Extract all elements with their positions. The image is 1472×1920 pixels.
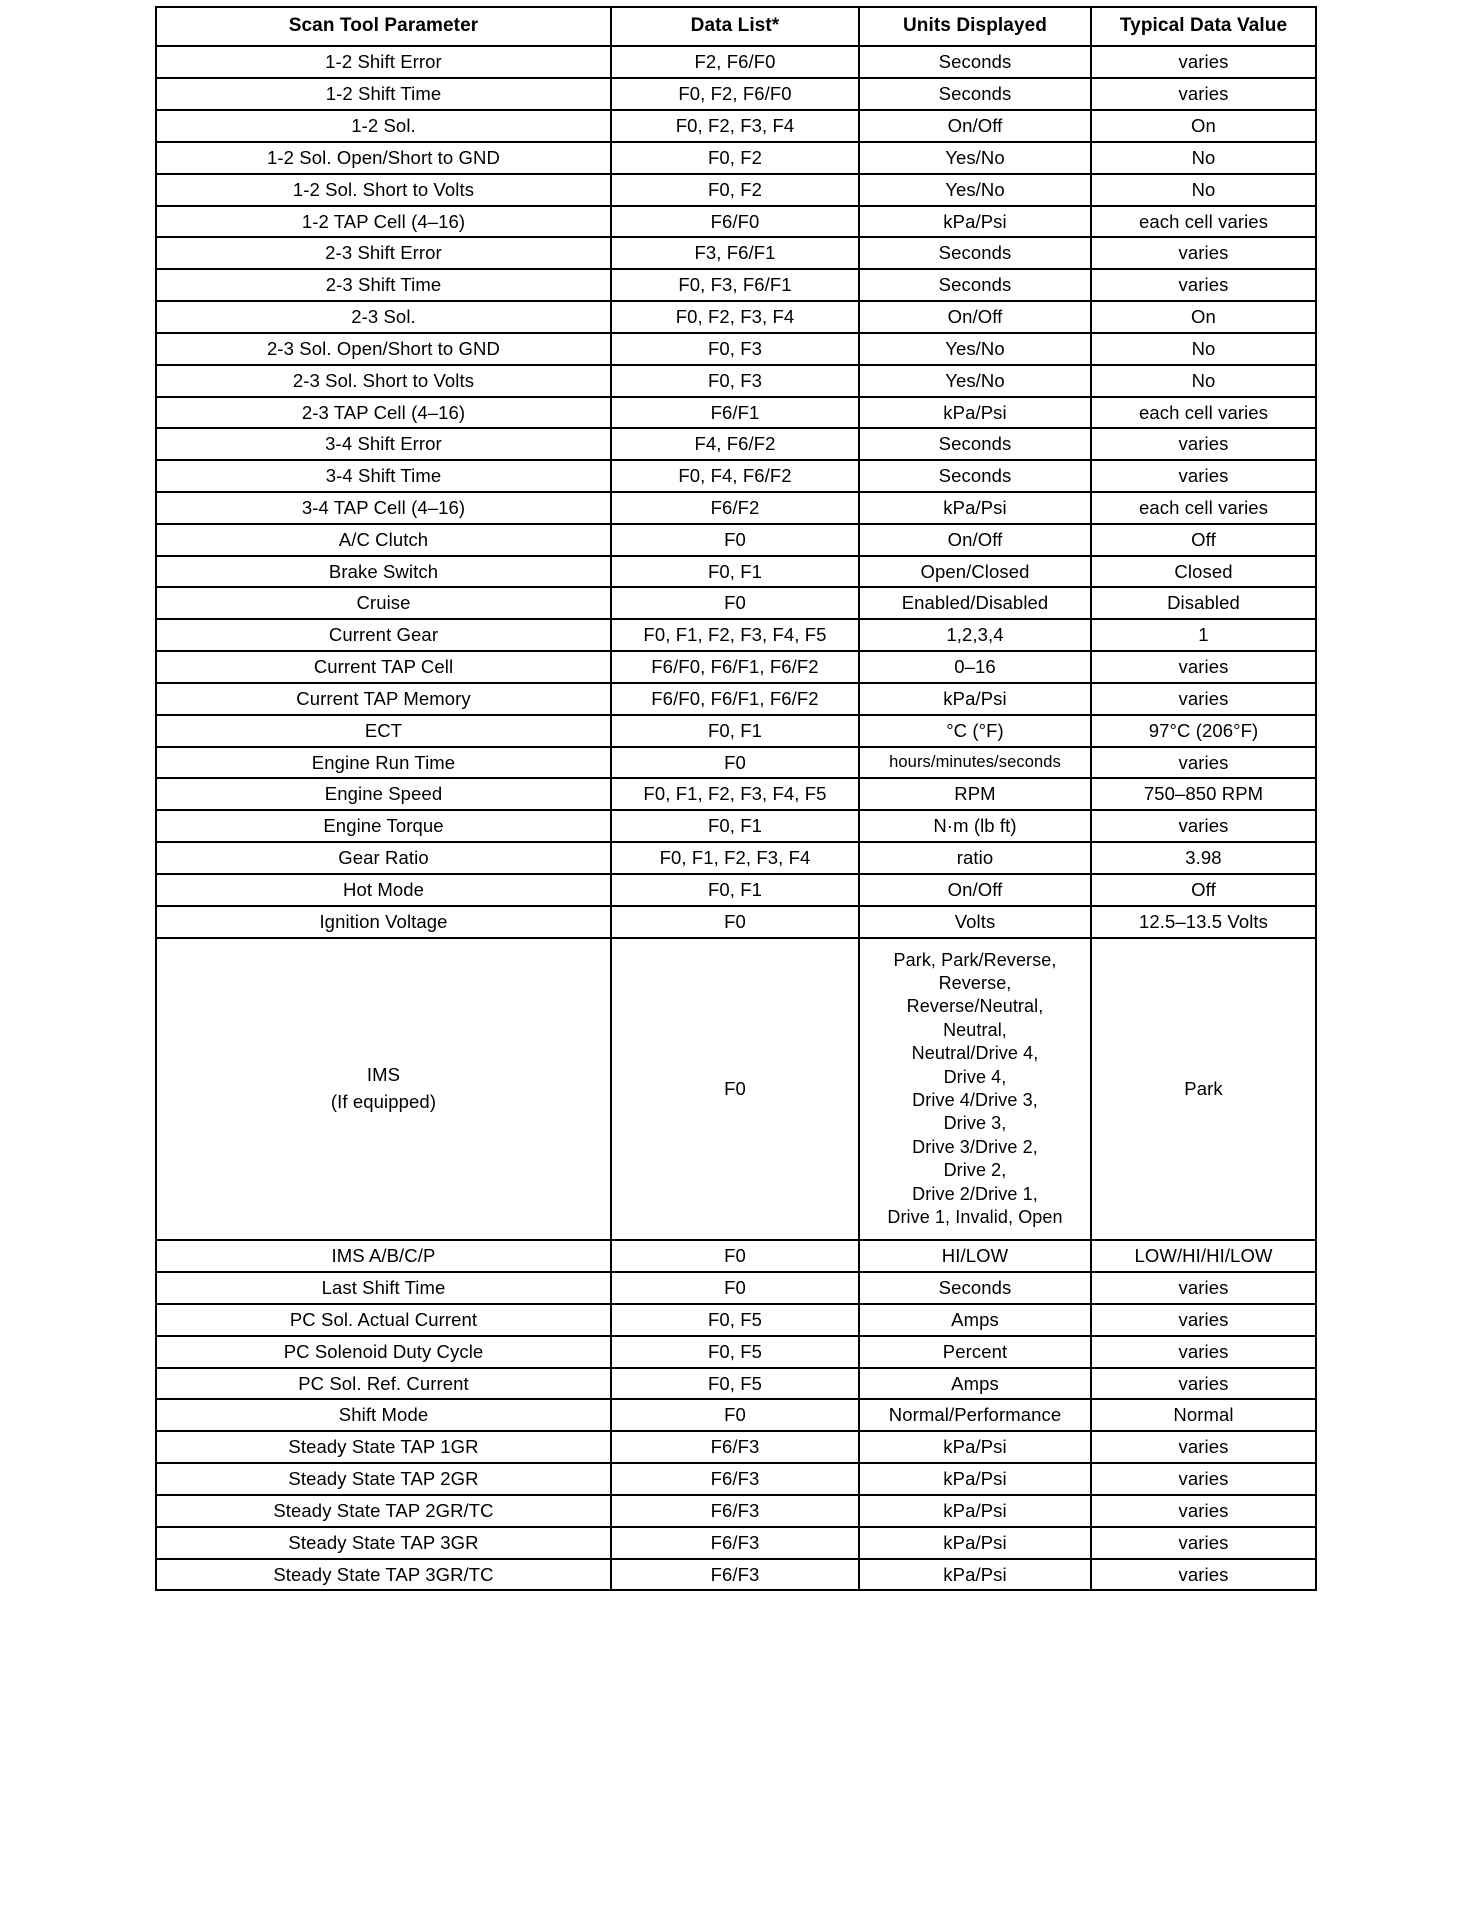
cell-scan-tool-parameter: PC Sol. Ref. Current xyxy=(156,1368,611,1400)
cell-data-list: F0, F1 xyxy=(611,874,859,906)
cell-units-displayed: Yes/No xyxy=(859,174,1091,206)
cell-typical-data-value: each cell varies xyxy=(1091,206,1316,238)
cell-data-list: F0 xyxy=(611,587,859,619)
cell-units-displayed: On/Off xyxy=(859,301,1091,333)
cell-typical-data-value: varies xyxy=(1091,651,1316,683)
cell-scan-tool-parameter: Hot Mode xyxy=(156,874,611,906)
cell-typical-data-value: varies xyxy=(1091,1495,1316,1527)
table-row xyxy=(156,46,1316,78)
cell-scan-tool-parameter: Steady State TAP 3GR/TC xyxy=(156,1559,611,1591)
table-row xyxy=(156,1304,1316,1336)
cell-typical-data-value: each cell varies xyxy=(1091,397,1316,429)
cell-units-displayed: Percent xyxy=(859,1336,1091,1368)
units-line: Drive 2/Drive 1, xyxy=(912,1183,1038,1204)
cell-typical-data-value: varies xyxy=(1091,747,1316,779)
cell-typical-data-value: No xyxy=(1091,333,1316,365)
table-row xyxy=(156,365,1316,397)
cell-data-list: F2, F6/F0 xyxy=(611,46,859,78)
cell-scan-tool-parameter: Engine Run Time xyxy=(156,747,611,779)
table-row xyxy=(156,1495,1316,1527)
cell-data-list: F0, F5 xyxy=(611,1304,859,1336)
cell-scan-tool-parameter: Current TAP Memory xyxy=(156,683,611,715)
units-line: Neutral/Drive 4, xyxy=(911,1043,1039,1064)
cell-data-list: F0, F1 xyxy=(611,715,859,747)
cell-scan-tool-parameter: 2-3 Sol. xyxy=(156,301,611,333)
cell-scan-tool-parameter: Engine Speed xyxy=(156,778,611,810)
parameter-name: IMS xyxy=(366,1064,401,1086)
scan-tool-parameter-table xyxy=(155,6,1317,1591)
cell-units-displayed: kPa/Psi xyxy=(859,397,1091,429)
cell-units-displayed: Yes/No xyxy=(859,333,1091,365)
cell-data-list: F6/F3 xyxy=(611,1559,859,1591)
table-row xyxy=(156,1336,1316,1368)
cell-typical-data-value: On xyxy=(1091,110,1316,142)
table-row xyxy=(156,460,1316,492)
cell-units-displayed: Amps xyxy=(859,1368,1091,1400)
table-body xyxy=(156,46,1316,1590)
cell-units-displayed: 0–16 xyxy=(859,651,1091,683)
cell-typical-data-value: On xyxy=(1091,301,1316,333)
cell-data-list: F0, F2 xyxy=(611,174,859,206)
cell-scan-tool-parameter: Engine Torque xyxy=(156,810,611,842)
cell-data-list: F0, F3 xyxy=(611,333,859,365)
table-row xyxy=(156,810,1316,842)
cell-scan-tool-parameter: 1-2 Sol. Short to Volts xyxy=(156,174,611,206)
cell-units-displayed: On/Off xyxy=(859,524,1091,556)
units-line: Reverse/Neutral, xyxy=(906,996,1044,1017)
cell-data-list: F0, F3 xyxy=(611,365,859,397)
table-row xyxy=(156,174,1316,206)
cell-data-list: F6/F3 xyxy=(611,1495,859,1527)
cell-data-list: F0, F1 xyxy=(611,556,859,588)
cell-data-list: F0, F4, F6/F2 xyxy=(611,460,859,492)
table-row xyxy=(156,301,1316,333)
cell-scan-tool-parameter: Last Shift Time xyxy=(156,1272,611,1304)
cell-typical-data-value: varies xyxy=(1091,269,1316,301)
table-row xyxy=(156,1399,1316,1431)
cell-units-displayed: Seconds xyxy=(859,78,1091,110)
cell-scan-tool-parameter: A/C Clutch xyxy=(156,524,611,556)
cell-units-displayed: Enabled/Disabled xyxy=(859,587,1091,619)
cell-units-displayed: kPa/Psi xyxy=(859,206,1091,238)
cell-units-displayed: Seconds xyxy=(859,1272,1091,1304)
table-row xyxy=(156,1463,1316,1495)
cell-typical-data-value: 3.98 xyxy=(1091,842,1316,874)
cell-data-list: F6/F0 xyxy=(611,206,859,238)
cell-units-displayed: Seconds xyxy=(859,269,1091,301)
table-row xyxy=(156,142,1316,174)
table-row xyxy=(156,778,1316,810)
cell-scan-tool-parameter: Current Gear xyxy=(156,619,611,651)
cell-units-displayed: °C (°F) xyxy=(859,715,1091,747)
cell-typical-data-value: Normal xyxy=(1091,1399,1316,1431)
cell-typical-data-value: varies xyxy=(1091,810,1316,842)
table-row xyxy=(156,78,1316,110)
cell-typical-data-value: varies xyxy=(1091,237,1316,269)
cell-units-displayed: kPa/Psi xyxy=(859,1559,1091,1591)
cell-units-displayed: kPa/Psi xyxy=(859,683,1091,715)
cell-units-displayed: kPa/Psi xyxy=(859,1431,1091,1463)
table-row xyxy=(156,842,1316,874)
cell-typical-data-value: No xyxy=(1091,365,1316,397)
cell-data-list: F6/F1 xyxy=(611,397,859,429)
cell-data-list: F6/F3 xyxy=(611,1431,859,1463)
cell-data-list: F0 xyxy=(611,1399,859,1431)
table-row xyxy=(156,651,1316,683)
table-row xyxy=(156,206,1316,238)
cell-typical-data-value: varies xyxy=(1091,78,1316,110)
table-row xyxy=(156,1368,1316,1400)
cell-scan-tool-parameter: 3-4 TAP Cell (4–16) xyxy=(156,492,611,524)
cell-scan-tool-parameter: 1-2 Shift Time xyxy=(156,78,611,110)
cell-data-list: F0, F3, F6/F1 xyxy=(611,269,859,301)
cell-units-displayed: kPa/Psi xyxy=(859,492,1091,524)
cell-units-displayed: kPa/Psi xyxy=(859,1527,1091,1559)
table-row xyxy=(156,333,1316,365)
table-row xyxy=(156,1559,1316,1591)
cell-data-list: F0 xyxy=(611,524,859,556)
cell-scan-tool-parameter: PC Solenoid Duty Cycle xyxy=(156,1336,611,1368)
cell-units-displayed: N·m (lb ft) xyxy=(859,810,1091,842)
cell-data-list: F3, F6/F1 xyxy=(611,237,859,269)
cell-scan-tool-parameter: 1-2 Shift Error xyxy=(156,46,611,78)
cell-typical-data-value: Off xyxy=(1091,874,1316,906)
cell-typical-data-value: 750–850 RPM xyxy=(1091,778,1316,810)
cell-units-displayed xyxy=(859,938,1091,1241)
table-header-row xyxy=(156,7,1316,46)
cell-scan-tool-parameter: 1-2 Sol. xyxy=(156,110,611,142)
table-row xyxy=(156,492,1316,524)
cell-typical-data-value: varies xyxy=(1091,1463,1316,1495)
column-header-typical-data-value: Typical Data Value xyxy=(1091,7,1316,46)
cell-units-displayed: RPM xyxy=(859,778,1091,810)
units-line: Park, Park/Reverse, xyxy=(893,949,1057,970)
cell-scan-tool-parameter: Steady State TAP 3GR xyxy=(156,1527,611,1559)
cell-units-displayed: Seconds xyxy=(859,46,1091,78)
table-row xyxy=(156,269,1316,301)
cell-typical-data-value: varies xyxy=(1091,1304,1316,1336)
table-row xyxy=(156,747,1316,779)
table-row xyxy=(156,1272,1316,1304)
table-row xyxy=(156,906,1316,938)
cell-scan-tool-parameter: Current TAP Cell xyxy=(156,651,611,683)
cell-units-displayed: HI/LOW xyxy=(859,1240,1091,1272)
parameter-note: (If equipped) xyxy=(330,1090,437,1112)
cell-scan-tool-parameter: PC Sol. Actual Current xyxy=(156,1304,611,1336)
units-line: Drive 3, xyxy=(943,1113,1007,1134)
cell-units-displayed: Seconds xyxy=(859,460,1091,492)
cell-scan-tool-parameter: ECT xyxy=(156,715,611,747)
cell-scan-tool-parameter: Steady State TAP 1GR xyxy=(156,1431,611,1463)
cell-units-displayed: kPa/Psi xyxy=(859,1463,1091,1495)
cell-data-list: F6/F0, F6/F1, F6/F2 xyxy=(611,683,859,715)
units-line: Reverse, xyxy=(938,972,1012,993)
table-row xyxy=(156,556,1316,588)
table-row xyxy=(156,938,1316,1241)
cell-typical-data-value: varies xyxy=(1091,1559,1316,1591)
cell-units-displayed: Seconds xyxy=(859,428,1091,460)
cell-data-list: F0, F2, F3, F4 xyxy=(611,301,859,333)
cell-typical-data-value: varies xyxy=(1091,1368,1316,1400)
cell-units-displayed: ratio xyxy=(859,842,1091,874)
table-row xyxy=(156,110,1316,142)
table-row xyxy=(156,874,1316,906)
table-row xyxy=(156,683,1316,715)
cell-data-list: F0 xyxy=(611,906,859,938)
cell-typical-data-value: varies xyxy=(1091,428,1316,460)
cell-units-displayed: 1,2,3,4 xyxy=(859,619,1091,651)
cell-typical-data-value: varies xyxy=(1091,460,1316,492)
cell-units-displayed: Volts xyxy=(859,906,1091,938)
cell-data-list: F4, F6/F2 xyxy=(611,428,859,460)
cell-typical-data-value: varies xyxy=(1091,46,1316,78)
table-row xyxy=(156,1431,1316,1463)
cell-typical-data-value: each cell varies xyxy=(1091,492,1316,524)
cell-scan-tool-parameter: Ignition Voltage xyxy=(156,906,611,938)
cell-typical-data-value: LOW/HI/HI/LOW xyxy=(1091,1240,1316,1272)
cell-scan-tool-parameter: 3-4 Shift Time xyxy=(156,460,611,492)
table-row xyxy=(156,715,1316,747)
cell-data-list: F0, F1, F2, F3, F4 xyxy=(611,842,859,874)
cell-scan-tool-parameter: Steady State TAP 2GR xyxy=(156,1463,611,1495)
cell-units-displayed: Yes/No xyxy=(859,365,1091,397)
cell-data-list: F0 xyxy=(611,1240,859,1272)
cell-typical-data-value: Park xyxy=(1091,938,1316,1241)
cell-units-displayed: hours/minutes/seconds xyxy=(859,747,1091,779)
table-row xyxy=(156,1527,1316,1559)
table-row xyxy=(156,397,1316,429)
cell-data-list: F0, F1, F2, F3, F4, F5 xyxy=(611,778,859,810)
column-header-scan-tool-parameter: Scan Tool Parameter xyxy=(156,7,611,46)
table-row xyxy=(156,1240,1316,1272)
cell-typical-data-value: varies xyxy=(1091,1336,1316,1368)
cell-scan-tool-parameter xyxy=(156,938,611,1241)
cell-scan-tool-parameter: Cruise xyxy=(156,587,611,619)
cell-scan-tool-parameter: 1-2 Sol. Open/Short to GND xyxy=(156,142,611,174)
table-row xyxy=(156,587,1316,619)
cell-scan-tool-parameter: Brake Switch xyxy=(156,556,611,588)
table-header xyxy=(156,7,1316,46)
cell-units-displayed: Seconds xyxy=(859,237,1091,269)
cell-typical-data-value: varies xyxy=(1091,1431,1316,1463)
cell-typical-data-value: 12.5–13.5 Volts xyxy=(1091,906,1316,938)
cell-typical-data-value: varies xyxy=(1091,1272,1316,1304)
cell-scan-tool-parameter: Steady State TAP 2GR/TC xyxy=(156,1495,611,1527)
cell-scan-tool-parameter: 1-2 TAP Cell (4–16) xyxy=(156,206,611,238)
cell-data-list: F6/F3 xyxy=(611,1463,859,1495)
units-line: Drive 2, xyxy=(943,1160,1007,1181)
cell-data-list: F0, F5 xyxy=(611,1336,859,1368)
cell-units-displayed: On/Off xyxy=(859,110,1091,142)
cell-units-displayed: Yes/No xyxy=(859,142,1091,174)
cell-scan-tool-parameter: 3-4 Shift Error xyxy=(156,428,611,460)
units-line: Drive 4, xyxy=(943,1066,1007,1087)
cell-data-list: F0, F1, F2, F3, F4, F5 xyxy=(611,619,859,651)
cell-data-list: F0 xyxy=(611,747,859,779)
cell-data-list: F6/F0, F6/F1, F6/F2 xyxy=(611,651,859,683)
cell-typical-data-value: Disabled xyxy=(1091,587,1316,619)
cell-typical-data-value: 1 xyxy=(1091,619,1316,651)
cell-data-list: F0, F2, F6/F0 xyxy=(611,78,859,110)
cell-scan-tool-parameter: Gear Ratio xyxy=(156,842,611,874)
cell-units-displayed: On/Off xyxy=(859,874,1091,906)
units-line: Drive 3/Drive 2, xyxy=(912,1136,1038,1157)
cell-scan-tool-parameter: 2-3 Shift Error xyxy=(156,237,611,269)
cell-typical-data-value: varies xyxy=(1091,683,1316,715)
cell-typical-data-value: Off xyxy=(1091,524,1316,556)
cell-typical-data-value: No xyxy=(1091,142,1316,174)
cell-data-list: F0, F5 xyxy=(611,1368,859,1400)
cell-typical-data-value: Closed xyxy=(1091,556,1316,588)
table-row xyxy=(156,237,1316,269)
cell-scan-tool-parameter: 2-3 Sol. Short to Volts xyxy=(156,365,611,397)
column-header-units-displayed: Units Displayed xyxy=(859,7,1091,46)
units-line: Neutral, xyxy=(943,1019,1007,1040)
cell-typical-data-value: No xyxy=(1091,174,1316,206)
cell-typical-data-value: varies xyxy=(1091,1527,1316,1559)
cell-data-list: F6/F2 xyxy=(611,492,859,524)
cell-scan-tool-parameter: 2-3 Shift Time xyxy=(156,269,611,301)
cell-data-list: F0 xyxy=(611,1272,859,1304)
cell-units-displayed: Normal/Performance xyxy=(859,1399,1091,1431)
table-row xyxy=(156,524,1316,556)
cell-data-list: F6/F3 xyxy=(611,1527,859,1559)
cell-units-displayed: kPa/Psi xyxy=(859,1495,1091,1527)
cell-scan-tool-parameter: Shift Mode xyxy=(156,1399,611,1431)
cell-data-list: F0, F2 xyxy=(611,142,859,174)
cell-units-displayed: Amps xyxy=(859,1304,1091,1336)
cell-scan-tool-parameter: 2-3 Sol. Open/Short to GND xyxy=(156,333,611,365)
cell-units-displayed: Open/Closed xyxy=(859,556,1091,588)
cell-data-list: F0 xyxy=(611,938,859,1241)
units-line: Drive 1, Invalid, Open xyxy=(887,1206,1063,1227)
cell-scan-tool-parameter: IMS A/B/C/P xyxy=(156,1240,611,1272)
table-row xyxy=(156,428,1316,460)
table-row xyxy=(156,619,1316,651)
column-header-data-list: Data List* xyxy=(611,7,859,46)
units-line: Drive 4/Drive 3, xyxy=(912,1089,1038,1110)
cell-scan-tool-parameter: 2-3 TAP Cell (4–16) xyxy=(156,397,611,429)
cell-data-list: F0, F1 xyxy=(611,810,859,842)
cell-data-list: F0, F2, F3, F4 xyxy=(611,110,859,142)
cell-typical-data-value: 97°C (206°F) xyxy=(1091,715,1316,747)
